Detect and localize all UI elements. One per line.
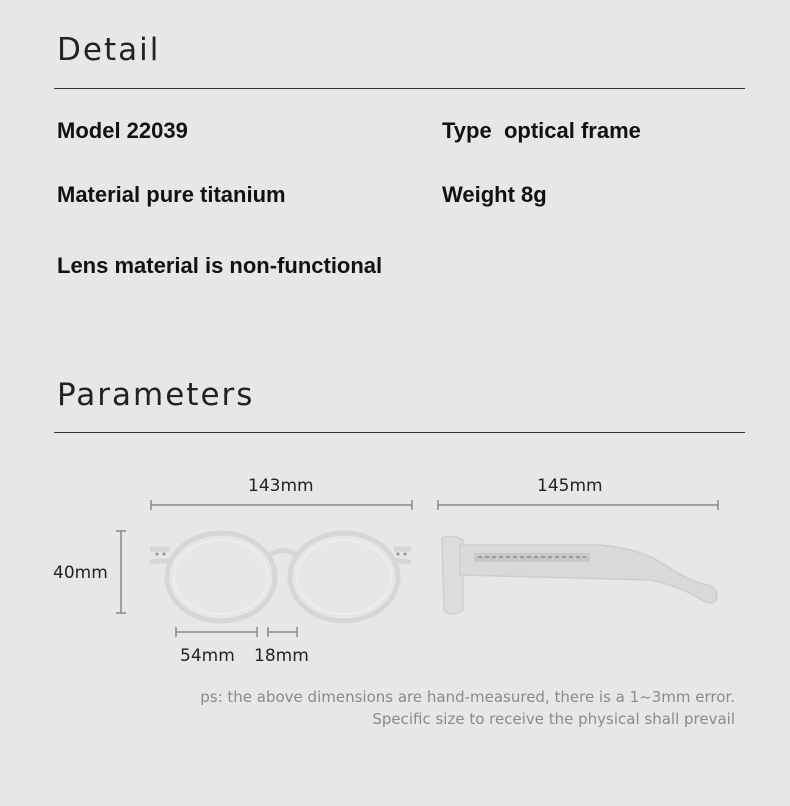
lens-width-label: 54mm [180,646,235,666]
spec-material: Material pure titanium [57,182,286,207]
spec-model: Model 22039 [57,118,188,143]
lens-height-line [116,531,126,613]
note-line-1: ps: the above dimensions are hand-measured, there is a 1~3mm error. [200,688,735,706]
lens-width-line [176,627,257,637]
front-width-line [151,500,412,510]
parameters-title: Parameters [57,377,255,413]
frame-front-view [150,533,411,621]
temple-length-line [438,500,718,510]
detail-title: Detail [57,32,161,68]
front-width-label: 143mm [248,476,314,496]
bridge-width-line [268,627,297,637]
spec-lens: Lens material is non-functional [57,253,383,278]
temple-length-label: 145mm [537,476,603,496]
note-line-2: Specific size to receive the physical shall prevail [372,710,735,728]
spec-weight: Weight 8g [442,182,547,207]
bridge-width-label: 18mm [254,646,309,666]
spec-type: Type optical frame [442,118,641,143]
frame-side-view [442,536,717,614]
lens-height-label: 40mm [53,563,108,583]
